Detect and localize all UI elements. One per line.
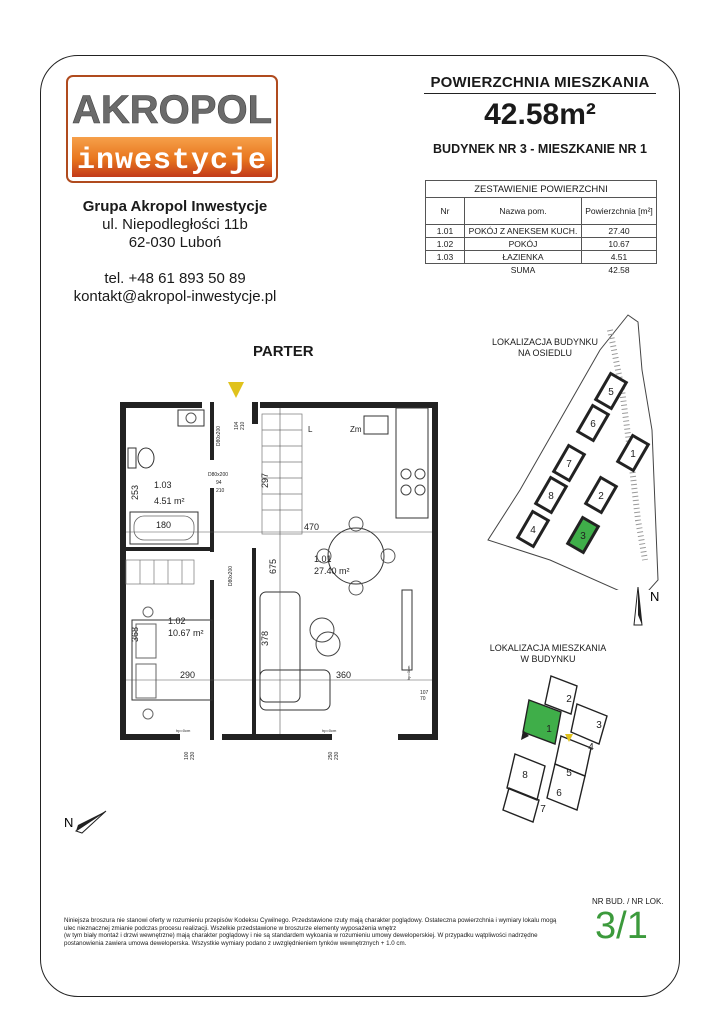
- summary-header-row: [426, 198, 657, 225]
- door-height: 210: [240, 421, 246, 430]
- building-number: 4: [530, 525, 536, 536]
- svg-text:inwestycje: inwestycje: [76, 144, 268, 178]
- room-id: 1.03: [154, 480, 172, 490]
- company-street: ul. Niepodległości 11b: [102, 216, 248, 233]
- label-L: L: [308, 425, 313, 434]
- disclaimer-line: ulec nieznacznej zmianie podczas procesu realizacji. Wszelkie przedstawione w broszurze elementy wyposażenia wnętrz: [64, 924, 397, 932]
- company-phone: tel. +48 61 893 50 89: [104, 270, 246, 287]
- area-title: POWIERZCHNIA MIESZKANIA: [430, 74, 650, 91]
- table-row: [426, 251, 657, 264]
- building-location-title-1: LOKALIZACJA BUDYNKU: [491, 337, 599, 347]
- company-info: [60, 198, 290, 252]
- building-number: 8: [548, 491, 554, 502]
- dim-297: 297: [260, 472, 270, 488]
- summary-total-row: [426, 264, 657, 277]
- company-name: Grupa Akropol Inwestycje: [82, 198, 268, 215]
- row-area: 10.67: [582, 238, 657, 251]
- building-number: 7: [566, 459, 572, 470]
- door-label: D80x200: [208, 472, 229, 478]
- unit-number: 8: [522, 770, 528, 781]
- building-number: 5: [608, 387, 614, 398]
- unit-number: 7: [540, 804, 546, 815]
- company-city: 62-030 Luboń: [128, 234, 222, 251]
- room-area: 4.51 m²: [154, 496, 185, 506]
- building-apartment: BUDYNEK NR 3 - MIESZKANIE NR 1: [433, 142, 647, 156]
- table-row: [426, 225, 657, 238]
- north-label: N: [64, 815, 74, 830]
- total-value: 42.58: [608, 265, 630, 275]
- highlighted-apartment: [523, 700, 561, 744]
- area-value: 42.58m²: [484, 98, 596, 131]
- door-label: D80x200: [228, 565, 234, 586]
- header-area: Powierzchnia [m²]: [582, 198, 657, 225]
- unit-number: 4: [588, 742, 594, 753]
- dim-368: 368: [130, 626, 140, 642]
- north-label: N: [650, 589, 660, 604]
- dim-253: 253: [130, 484, 140, 500]
- sill-height: hp=0cm: [176, 728, 191, 733]
- unit-ref-label: NR BUD. / NR LOK.: [592, 897, 664, 906]
- disclaimer-line: (w tym biały montaż i drzwi wewnętrzne) mają charakter poglądowy i nie są standardem wykoania w rozumieniu umowy deweloperskiej. W przypadku wątpliwości nadrzędne: [64, 932, 538, 940]
- area-header: [420, 74, 660, 156]
- unit-ref-value: 3/1: [595, 905, 648, 947]
- unit-number: 6: [556, 788, 562, 799]
- apartment-location-title-2: W BUDYNKU: [520, 654, 576, 664]
- room-id: 1.02: [168, 616, 186, 626]
- room-id: 1.01: [314, 554, 332, 564]
- disclaimer-line: Niniejsza broszura nie stanowi oferty w rozumieniu przepisów Kodeksu Cywilnego. Przedstawione rzuty mają charakter poglądowy. Ostateczna powierzchnia i wymiary lokalu mogą: [64, 917, 557, 924]
- header-name: Nazwa pom.: [465, 198, 582, 225]
- sill-height: hp=0cm: [406, 665, 411, 680]
- unit-number: 5: [566, 768, 572, 779]
- door-label: D80x200: [216, 425, 222, 446]
- row-nr: 1.01: [426, 225, 465, 238]
- entrance-marker: [228, 382, 244, 398]
- svg-text:AKROPOL: AKROPOL: [72, 88, 272, 132]
- door-height: 210: [216, 488, 225, 494]
- area-summary-table: [425, 180, 657, 276]
- window-height: 230: [190, 751, 196, 760]
- door-width: 104: [234, 421, 240, 430]
- apartment-location-title-1: LOKALIZACJA MIESZKANIA: [489, 643, 607, 653]
- building-apartment-map: [495, 660, 625, 830]
- row-area: 4.51: [582, 251, 657, 264]
- disclaimer-line: postanowienia zawiera umowa deweloperska. Wszystkie wymiary podano z uwzględnieniem tynków wewnętrznych + 1.0 cm.: [64, 939, 407, 947]
- window-width: 100: [184, 751, 190, 760]
- row-nr: 1.02: [426, 238, 465, 251]
- table-row: [426, 238, 657, 251]
- row-name: POKÓJ: [465, 238, 582, 251]
- total-label: SUMA: [510, 265, 536, 275]
- window-height: 70: [420, 696, 426, 702]
- header-nr: Nr: [426, 198, 465, 225]
- dim-290: 290: [180, 670, 196, 680]
- row-name: ŁAZIENKA: [465, 251, 582, 264]
- north-arrow: [628, 585, 668, 635]
- row-name: POKÓJ Z ANEKSEM KUCH.: [465, 225, 582, 238]
- door-width: 94: [216, 480, 222, 486]
- floor-plan: [110, 380, 450, 770]
- akropol-logo: [66, 75, 278, 183]
- building-number: 6: [590, 419, 596, 430]
- disclaimer: [64, 917, 584, 947]
- row-area: 27.40: [582, 225, 657, 238]
- building-number: 2: [598, 491, 604, 502]
- dim-470: 470: [304, 522, 320, 532]
- label-Zm: Zm: [350, 425, 362, 434]
- dim-360: 360: [336, 670, 352, 680]
- company-contact: [60, 270, 290, 306]
- floor-label: PARTER: [253, 343, 314, 360]
- window-width: 107: [420, 690, 429, 696]
- unit-number: 2: [566, 694, 572, 705]
- building-number: 3: [580, 531, 586, 542]
- building-number: 1: [630, 449, 636, 460]
- room-area: 10.67 m²: [168, 628, 204, 638]
- company-email: kontakt@akropol-inwestycje.pl: [73, 288, 277, 305]
- dim-378: 378: [260, 630, 270, 646]
- window-height: 230: [334, 751, 340, 760]
- unit-number: 3: [596, 720, 602, 731]
- dim-180: 180: [156, 520, 172, 530]
- row-nr: 1.03: [426, 251, 465, 264]
- summary-caption: ZESTAWIENIE POWIERZCHNI: [426, 181, 657, 198]
- sill-height: hp=0cm: [322, 728, 337, 733]
- unit-number: 1: [546, 724, 552, 735]
- dim-675: 675: [268, 558, 278, 574]
- room-area: 27.40 m²: [314, 566, 350, 576]
- building-location-title-2: NA OSIEDLU: [517, 348, 573, 358]
- window-width: 250: [328, 751, 334, 760]
- north-arrow-plan: [62, 805, 112, 845]
- estate-map: [480, 310, 660, 590]
